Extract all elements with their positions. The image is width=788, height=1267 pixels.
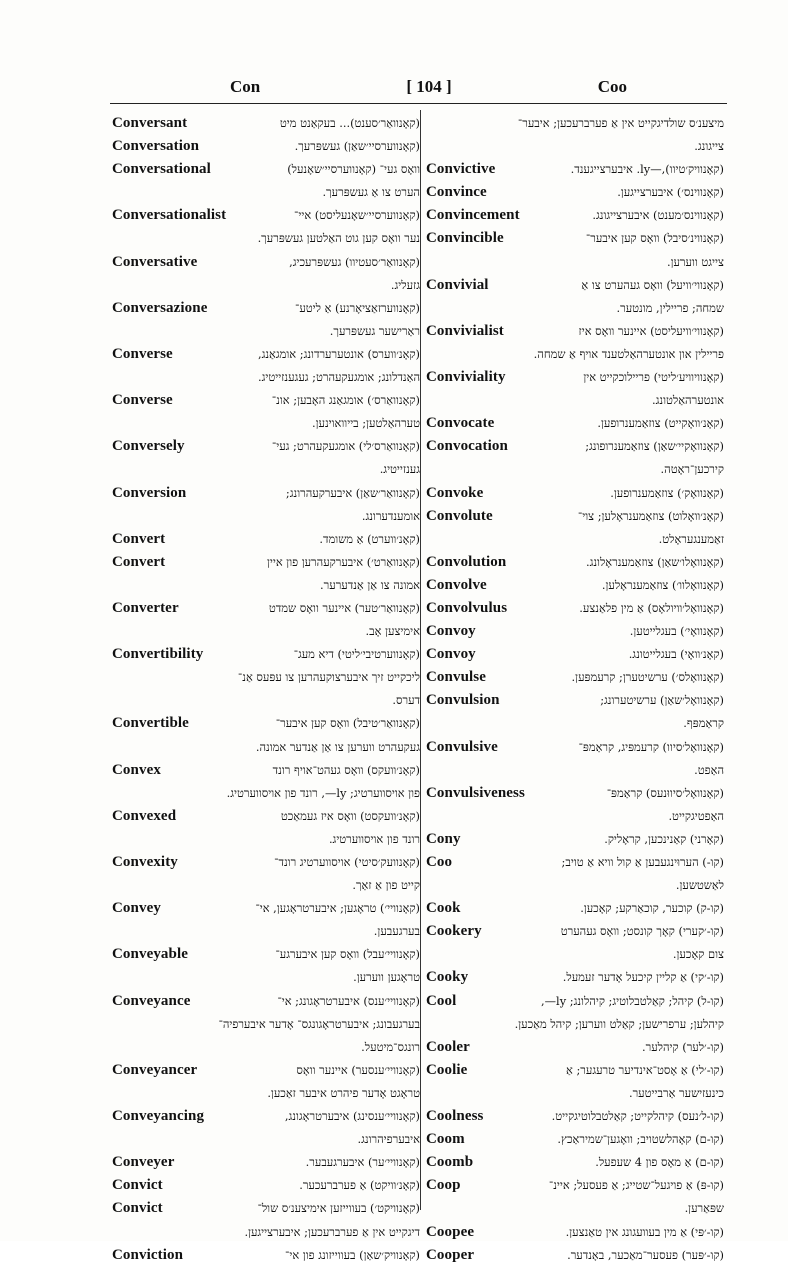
- definition-text: (קו-ם) אַ מאָס פון 4 שעפעל.: [595, 1155, 724, 1170]
- definition-text: (קאָנ׳וואָלוט) צוזאַמענראָלען; צוי־: [577, 508, 724, 523]
- definition-text: קיהלען; ערפרישען; קאַלט ווערען; קיהל מאַכען.: [514, 1016, 724, 1031]
- dictionary-entry: [426, 574, 724, 597]
- definition-text: (קאָנווינס׳) איבערצייגען.: [617, 185, 724, 200]
- headword: Coopee: [426, 1223, 475, 1240]
- entry-continuation: [426, 874, 724, 897]
- entry-continuation: [112, 181, 420, 204]
- dictionary-entry: [426, 897, 724, 920]
- entry-continuation: [112, 274, 420, 297]
- dictionary-entry: [112, 482, 420, 505]
- dictionary-entry: [426, 620, 724, 643]
- headword: Cook: [426, 900, 461, 917]
- dictionary-entry: [112, 528, 420, 551]
- definition-text: גענזייטיג.: [379, 462, 420, 477]
- definition-text: מיצענ׳ס שולדיגקייט אין אַ פערברעכען; איבער־: [517, 116, 724, 130]
- dictionary-entry: [112, 1244, 420, 1267]
- entry-continuation: [112, 505, 420, 528]
- definition-text: (קאָנוואַר׳סעטיוו) געשפּרעכיג,: [289, 254, 420, 269]
- dictionary-entry: [112, 805, 420, 828]
- entry-continuation: [426, 458, 724, 481]
- definition-text: (קו-פּ) אַ פויגעל־שטייג; אַ פעסעל; איינ־: [548, 1178, 724, 1193]
- headword: Converter: [112, 599, 179, 616]
- page-number: [ 104 ]: [406, 77, 452, 96]
- headword: Convictive: [426, 161, 496, 178]
- entry-continuation: [112, 828, 420, 851]
- definition-text: (קו-׳פּער) פעסער־מאַכער, באָנדער.: [567, 1247, 724, 1262]
- definition-text: (קאָנוויי׳) טראָגען; איבערטראָגען, אי־: [255, 901, 420, 916]
- headword: Convulse: [426, 669, 486, 686]
- headword: Convulsion: [426, 692, 500, 709]
- headword: Conversant: [112, 115, 188, 131]
- definition-text: (קאָנוויק׳טיוו),—ly. איבערצייגענד.: [570, 162, 724, 177]
- dictionary-entry: [112, 759, 420, 782]
- dictionary-entry: [426, 1128, 724, 1151]
- left-guide-word: Con: [230, 77, 261, 96]
- headword: Convoy: [426, 623, 476, 640]
- definition-text: (קאָרני) קאַנינכען, קראָליק.: [604, 831, 724, 846]
- headword: Conveyable: [112, 946, 188, 963]
- entry-continuation: [112, 458, 420, 481]
- entry-continuation: [426, 1197, 724, 1220]
- entry-continuation: [426, 1013, 724, 1036]
- definition-text: האַנדלונג; אומגעקעהרט; געגענזייטיג.: [258, 370, 420, 385]
- dictionary-entry: [426, 505, 724, 528]
- dictionary-entry: [112, 251, 420, 274]
- definition-text: קירכען־ראָטה.: [660, 462, 724, 477]
- headword: Conversational: [112, 161, 211, 178]
- definition-text: שמחה; פריילין, מונטער.: [616, 300, 724, 315]
- dictionary-entry: [426, 204, 724, 227]
- left-column: [112, 112, 420, 1267]
- column-divider: [420, 110, 421, 1210]
- headword: Convoy: [426, 646, 476, 663]
- definition-text: (קאָנוואַר׳טיבל) וואָס קען איבער־: [275, 716, 420, 731]
- definition-text: (קאָנוועק׳סיטי) אויסווערטיג רונד־: [274, 855, 420, 869]
- definition-text: געקעהרט ווערען צו אַן אַנדער אמונה.: [255, 739, 420, 754]
- definition-text: (קאָנוואַרט׳) איבערקעהרען פון איין: [266, 554, 420, 569]
- definition-text: ראַרישער געשפּרעך.: [329, 323, 420, 338]
- entry-continuation: [426, 1082, 724, 1105]
- dictionary-entry: [426, 435, 724, 458]
- definition-text: האַפטיגקייט.: [668, 808, 724, 823]
- headword: Convocation: [426, 438, 508, 455]
- definition-text: (קו-׳פּי) אַ מין בעוועגונג אין טאַנצען.: [565, 1224, 724, 1239]
- headword: Convoke: [426, 484, 484, 501]
- dictionary-entry: [426, 1174, 724, 1197]
- dictionary-entry: [426, 782, 724, 805]
- entry-continuation: [112, 320, 420, 343]
- dictionary-entry: [426, 736, 724, 759]
- dictionary-entry: [112, 597, 420, 620]
- entry-continuation: [112, 1082, 420, 1105]
- entry-continuation: [112, 736, 420, 759]
- definition-text: דיגקייט אין אַ פערברעכען; איבערצייגען.: [244, 1224, 420, 1239]
- headword: Conversely: [112, 438, 185, 455]
- entry-continuation: [426, 251, 724, 274]
- headword: Convert: [112, 530, 166, 547]
- dictionary-entry: [426, 1221, 724, 1244]
- headword: Convolve: [426, 576, 487, 593]
- entry-continuation: [112, 874, 420, 897]
- definition-text: (קו-׳קערי) קאָך קונסט; וואָס געהערט: [560, 924, 724, 939]
- definition-text: (קאָנוואַרס׳) אומגאַנג האָבען; אונ־: [271, 393, 420, 408]
- dictionary-entry: [426, 181, 724, 204]
- definition-text: כינעזישער אַרבייטער.: [628, 1085, 724, 1100]
- definition-text: קייט פון אַ זאַך.: [352, 878, 420, 893]
- headword: Convince: [426, 184, 487, 201]
- definition-text: (קאָנווי׳וויעליסט) איינער וואָס איז: [578, 323, 724, 338]
- headword: Coomb: [426, 1154, 474, 1171]
- headword: Conversion: [112, 484, 187, 501]
- definition-text: טערהאַלטען; בייוואוינען.: [311, 416, 420, 431]
- headword: Conviction: [112, 1246, 184, 1263]
- headword: Convict: [112, 1177, 163, 1194]
- definition-text: בערגעבען.: [373, 924, 420, 939]
- definition-text: צום קאָכען.: [672, 947, 724, 962]
- dictionary-entry: [112, 990, 420, 1013]
- headword: Convolute: [426, 507, 493, 524]
- dictionary-entry: [112, 1059, 420, 1082]
- dictionary-entry: [426, 1036, 724, 1059]
- entry-continuation: [426, 112, 724, 135]
- dictionary-entry: [426, 274, 724, 297]
- headword: Conveyer: [112, 1154, 175, 1171]
- definition-text: טראָגען ווערען.: [353, 970, 420, 985]
- definition-text: (קאָנוואָל׳שאַן) ערשיטערונג;: [600, 693, 724, 708]
- definition-text: (קו-׳קי) אַ קליין קיכעל אָדער זעמעל.: [562, 970, 724, 985]
- dictionary-entry: [426, 320, 724, 343]
- dictionary-entry: [112, 204, 420, 227]
- page-header: [110, 72, 722, 102]
- definition-text: לאַשטשען.: [675, 878, 724, 893]
- entry-continuation: [112, 1221, 420, 1244]
- entry-continuation: [426, 759, 724, 782]
- headword: Conversationalist: [112, 207, 227, 224]
- dictionary-entry: [112, 1105, 420, 1128]
- dictionary-entry: [112, 135, 420, 158]
- headword: Convex: [112, 761, 161, 778]
- headword: Convexity: [112, 854, 178, 870]
- definition-text: (קאָנווערטיבי׳ליטי) דיא מעג־: [293, 647, 420, 662]
- definition-text: (קו-ם) קאָהלשטויב; וואָגען־שמיראַכץ.: [557, 1132, 724, 1147]
- dictionary-entry: [426, 966, 724, 989]
- definition-text: (קאָנ׳ווערט) אַ משומד.: [319, 531, 420, 546]
- definition-text: אונטערהאַלטונג.: [652, 393, 724, 408]
- entry-continuation: [426, 297, 724, 320]
- dictionary-entry: [426, 1105, 724, 1128]
- dictionary-entry: [426, 851, 724, 874]
- definition-text: צייגט ווערען.: [666, 254, 724, 269]
- dictionary-entry: [426, 597, 724, 620]
- definition-text: (קאָנוויי׳ענסער) איינער וואָס: [296, 1062, 420, 1077]
- definition-text: (קאָנוואָלוו׳) צוזאַמענראָלען.: [601, 577, 724, 592]
- entry-continuation: [112, 782, 420, 805]
- dictionary-entry: [112, 897, 420, 920]
- definition-text: ליכקייט זיך איבערצוקעהרען צו עפּעס אַנ־: [237, 670, 420, 685]
- headword: Convocate: [426, 415, 495, 432]
- headword: Conversative: [112, 253, 198, 270]
- definition-text: (קאָנוואָק׳) צוזאַמענרופען.: [610, 485, 724, 500]
- headword: Cookery: [426, 923, 482, 940]
- headword: Convertibility: [112, 646, 204, 663]
- headword: Convertible: [112, 715, 189, 732]
- definition-text: רונגס־מיטעל.: [361, 1039, 420, 1054]
- headword: Cooky: [426, 969, 469, 986]
- definition-text: בערגעבונג; איבערטראָגונגס־ אָדער איבערפיה־: [218, 1016, 420, 1031]
- definition-text: (קאָנוואַרס׳לי) אומגעקעהרט; געי־: [271, 439, 420, 454]
- dictionary-entry: [112, 112, 420, 135]
- dictionary-entry: [112, 1197, 420, 1220]
- headword: Convict: [112, 1200, 163, 1217]
- definition-text: נער וואָס קען גוט האַלטען געשפּרעך.: [257, 231, 420, 246]
- dictionary-entry: [426, 643, 724, 666]
- headword: Convincible: [426, 230, 504, 247]
- headword: Cool: [426, 992, 457, 1009]
- definition-text: גזעליג.: [390, 277, 420, 292]
- definition-text: (קאָנוואָל׳סיווּנעס) קראַמפּ־: [606, 785, 724, 800]
- definition-text: (קאָנווערסיי׳שאַן) געשפּרעך.: [294, 139, 420, 154]
- entry-continuation: [426, 135, 724, 158]
- dictionary-entry: [112, 551, 420, 574]
- headword: Conversation: [112, 138, 200, 155]
- headword: Convert: [112, 553, 166, 570]
- dictionary-entry: [112, 1174, 420, 1197]
- entry-continuation: [112, 666, 420, 689]
- headword: Conviviality: [426, 369, 506, 386]
- definition-text: (קו-ל) קיהל; קאַלטבלוטיג; קיהלונג; ly—,: [541, 993, 724, 1008]
- definition-text: פון אויסווערטיג; ly—, רונד פון אויסווערטיג.: [226, 785, 420, 800]
- definition-text: אמונה צו אַן אַנדערער.: [320, 577, 420, 592]
- entry-continuation: [112, 227, 420, 250]
- definition-text: (קו-׳לי) אַ אָסט־אינדיער טרעגער; אַ: [566, 1062, 724, 1077]
- entry-continuation: [112, 966, 420, 989]
- dictionary-entry: [426, 482, 724, 505]
- right-column: [426, 112, 724, 1267]
- definition-text: (קאָנוואָי׳) בעגלייטען.: [629, 624, 724, 639]
- definition-text: (קאָנוואָל׳וויולאָס) אַ מין פלאַנצע.: [579, 600, 724, 615]
- entry-continuation: [112, 620, 420, 643]
- right-guide-word: Coo: [597, 77, 627, 96]
- headword: Cooper: [426, 1246, 475, 1263]
- headword: Conveyancer: [112, 1061, 198, 1078]
- dictionary-entry: [426, 227, 724, 250]
- definition-text: (קאָנ׳וועקסט) וואָס איז געמאַכט: [280, 808, 420, 823]
- definition-text: (קאָנוואָל׳סיוו) קרעמפּיג, קראַמפּ־: [578, 739, 724, 754]
- headword: Convivialist: [426, 322, 504, 339]
- entry-continuation: [112, 366, 420, 389]
- definition-text: (קו-׳לער) קיהלער.: [642, 1039, 724, 1054]
- headword: Coop: [426, 1177, 461, 1194]
- definition-text: (קאָנוויי׳ענס) איבערטראָגונג; אי־: [277, 993, 420, 1008]
- definition-text: (קאָנוויי׳ענסינג) איבערטראָגונג,: [284, 1109, 420, 1124]
- definition-text: (קאָנ׳וואָי) בעגלייטונג.: [628, 647, 724, 662]
- headword: Coolness: [426, 1108, 484, 1125]
- dictionary-entry: [426, 689, 724, 712]
- headword: Cony: [426, 830, 461, 847]
- dictionary-entry: [426, 1059, 724, 1082]
- dictionary-entry: [112, 712, 420, 735]
- headword: Conveyancing: [112, 1108, 205, 1125]
- definition-text: (קאָנווערסיי׳שאָנעליסט) איי־: [294, 208, 420, 223]
- entry-continuation: [112, 412, 420, 435]
- dictionary-entry: [112, 435, 420, 458]
- definition-text: (קאָנוואַר׳שאַן) איבערקעהרונג;: [285, 485, 420, 500]
- dictionary-entry: [112, 297, 420, 320]
- definition-text: (קאָנ׳וויקט) אַ פערברעכער.: [299, 1178, 420, 1193]
- dictionary-entry: [112, 943, 420, 966]
- definition-text: (קאָנווערזאַציאָרנע) אַ ליטע־: [294, 300, 420, 315]
- headword: Converse: [112, 345, 173, 362]
- definition-text: (קאָנוואָלס׳) ערשיטערן; קרעמפּען.: [571, 670, 724, 685]
- headword: Convincement: [426, 207, 520, 224]
- header-rule: [110, 103, 727, 104]
- definition-text: צייגונג.: [694, 139, 724, 154]
- entry-continuation: [112, 1036, 420, 1059]
- dictionary-entry: [426, 828, 724, 851]
- definition-text: איבערפיהרונג.: [357, 1132, 420, 1147]
- entry-continuation: [112, 574, 420, 597]
- definition-text: (קאָנוויוויע׳ליטי) פריילוכקייט אין: [583, 370, 724, 385]
- definition-text: (קאָנוואָלו׳שאַן) צוזאַמענראָלונג.: [585, 554, 724, 569]
- definition-text: אומענדערונג.: [361, 508, 420, 523]
- definition-text: הערט צו אַ געשפּרעך.: [322, 185, 420, 200]
- definition-text: (קאָנ׳ווערס) אונטערערדונג; אומגאַנג,: [257, 346, 420, 361]
- headword: Convolution: [426, 553, 507, 570]
- headword: Convey: [112, 900, 161, 917]
- definition-text: שפּאַרען.: [684, 1201, 724, 1216]
- entry-continuation: [112, 689, 420, 712]
- entry-continuation: [112, 1128, 420, 1151]
- dictionary-entry: [426, 1244, 724, 1267]
- headword: Convulsiveness: [426, 784, 525, 801]
- dictionary-entry: [426, 412, 724, 435]
- entry-continuation: [426, 343, 724, 366]
- dictionary-entry: [426, 990, 724, 1013]
- definition-text: (קאָנווינ׳סיבל) וואָס קען איבער־: [585, 231, 724, 246]
- entry-continuation: [426, 943, 724, 966]
- dictionary-entry: [426, 551, 724, 574]
- dictionary-entry: [112, 1151, 420, 1174]
- definition-text: (קאָנווינס׳מענט) איבערצייגונג.: [592, 208, 724, 223]
- entry-continuation: [112, 920, 420, 943]
- definition-text: (קאָנווי׳וויעל) וואָס געהערט צו אַ: [581, 277, 724, 292]
- entry-continuation: [112, 1013, 420, 1036]
- headword: Converse: [112, 392, 173, 409]
- definition-text: (קו-ק) קוכער, קוכאַרקע; קאָכען.: [580, 901, 724, 916]
- definition-text: אימיצען אָב.: [365, 624, 420, 639]
- definition-text: (קו-) הערוּינגעבען אַ קול וויא אַ טויב;: [561, 855, 724, 869]
- definition-text: (קאָנוואָקיי׳שאַן) צוזאַמענרופונג;: [585, 439, 724, 454]
- definition-text: (קאָנ׳וואָקייט) צוזאַמענרופען.: [597, 416, 724, 431]
- definition-text: (קאָנוויק׳שאַן) בעווייזונג פון אי־: [285, 1247, 420, 1262]
- definition-text: טראָגט אָדער פיהרט איבער זאַכען.: [267, 1085, 420, 1100]
- dictionary-entry: [112, 389, 420, 412]
- headword: Convexed: [112, 807, 177, 824]
- definition-text: פריילין און אונטערהאַלטענד אויף אַ שמחה.: [533, 346, 724, 361]
- definition-text: (קאָנוויי׳ער) איבערגעבער.: [305, 1155, 420, 1170]
- definition-text: האַפט.: [694, 762, 724, 777]
- headword: Conversazione: [112, 299, 208, 316]
- definition-text: (קאָנוויקט׳) בעווייזען אימיצענ׳ס שול־: [257, 1201, 420, 1216]
- dictionary-entry: [112, 851, 420, 874]
- definition-text: (קאָנוואַר׳סענט)... בעקאַנט מיט: [279, 116, 420, 130]
- dictionary-entry: [426, 920, 724, 943]
- headword: Cooler: [426, 1038, 470, 1055]
- headword: Convolvulus: [426, 599, 508, 616]
- dictionary-entry: [426, 366, 724, 389]
- entry-continuation: [426, 805, 724, 828]
- definition-text: (קאָנ׳וועקס) וואָס געהט־אויף רונד: [272, 762, 420, 777]
- entry-continuation: [426, 389, 724, 412]
- definition-text: קראַמפּף.: [683, 716, 724, 731]
- dictionary-entry: [426, 1151, 724, 1174]
- dictionary-entry: [112, 343, 420, 366]
- headword: Coom: [426, 1131, 465, 1148]
- definition-text: וואָס געי־ (קאָנווערסיי׳שאָנעל): [287, 162, 420, 177]
- headword: Convivial: [426, 276, 489, 293]
- dictionary-entry: [426, 666, 724, 689]
- headword: Conveyance: [112, 992, 191, 1009]
- dictionary-entry: [112, 643, 420, 666]
- entry-continuation: [426, 528, 724, 551]
- definition-text: (קו-ל׳נעס) קיהלקייט; קאַלטבלוטיגקייט.: [551, 1109, 724, 1124]
- headword: Convulsive: [426, 738, 498, 755]
- dictionary-entry: [426, 158, 724, 181]
- definition-text: דערס.: [392, 693, 420, 708]
- definition-text: (קאָנוויי׳עבל) וואָס קען איבערגע־: [275, 947, 420, 962]
- definition-text: זאַמענגעראָלט.: [658, 531, 724, 546]
- definition-text: רונד פון אויסווערטיג.: [328, 831, 420, 846]
- headword: Coo: [426, 854, 453, 870]
- entry-continuation: [426, 712, 724, 735]
- dictionary-entry: [112, 158, 420, 181]
- definition-text: (קאָנוואַר׳טער) איינער וואָס שמדט: [268, 600, 420, 615]
- headword: Coolie: [426, 1061, 468, 1078]
